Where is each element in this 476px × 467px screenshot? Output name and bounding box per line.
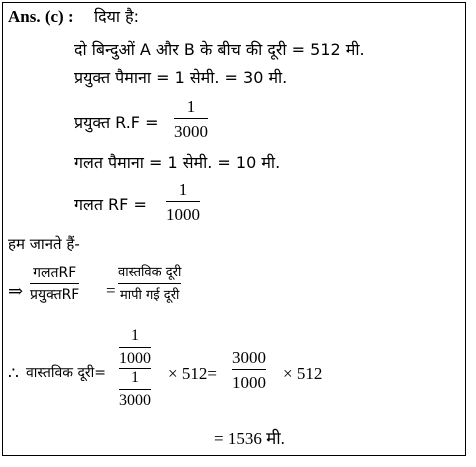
we-know-line: हम जानते हैं- [8, 235, 80, 253]
simplified-numerator: 3000 [232, 348, 266, 367]
wrong-rf-denominator: 1000 [166, 205, 200, 224]
simplified-fraction [232, 349, 266, 391]
wrong-rf-fraction [166, 181, 200, 223]
wrong-scale-line: गलत पैमाना = 1 सेमी. = 10 मी. [74, 153, 281, 172]
actual-distance-label: वास्तविक दूरी= [26, 365, 106, 381]
complex-denominator-den: 3000 [119, 392, 151, 409]
complex-numerator-num: 1 [131, 327, 139, 344]
distance-ratio-fraction [118, 266, 181, 302]
rf-ratio-fraction [30, 266, 79, 302]
distance-ratio-numerator: वास्तविक दूरी [118, 265, 182, 280]
used-rf-numerator: 1 [186, 97, 196, 116]
simplified-denominator: 1000 [232, 373, 266, 392]
ratio-equals: = [106, 281, 116, 300]
multiply-512-first: × 512= [168, 364, 217, 383]
rf-ratio-denominator: प्रयुक्तRF [30, 287, 80, 303]
used-scale-line: प्रयुक्त पैमाना = 1 सेमी. = 30 मी. [74, 68, 288, 87]
rf-ratio-numerator: गलतRF [33, 265, 77, 281]
used-rf-denominator: 3000 [174, 122, 208, 141]
answer-label: Ans. (c) : [8, 7, 74, 26]
implies-symbol: ⇒ [8, 281, 24, 301]
complex-numerator-den: 1000 [119, 350, 151, 367]
wrong-rf-label: गलत RF = [74, 195, 147, 214]
distance-line: दो बिन्दुओं A और B के बीच की दूरी = 512 मी. [74, 40, 365, 59]
used-rf-label: प्रयुक्त R.F = [74, 113, 159, 132]
complex-denominator-num: 1 [131, 369, 139, 386]
therefore-symbol: ∴ [8, 364, 19, 383]
complex-numerator-fraction [119, 328, 151, 368]
wrong-rf-numerator: 1 [178, 180, 188, 199]
result-line: = 1536 मी. [214, 429, 285, 448]
complex-fraction [119, 328, 151, 409]
distance-ratio-denominator: मापी गई दूरी [119, 288, 180, 303]
multiply-512-second: × 512 [283, 364, 323, 383]
used-rf-fraction [174, 98, 208, 140]
given-heading: दिया है: [94, 7, 140, 26]
complex-denominator-fraction [119, 369, 151, 409]
